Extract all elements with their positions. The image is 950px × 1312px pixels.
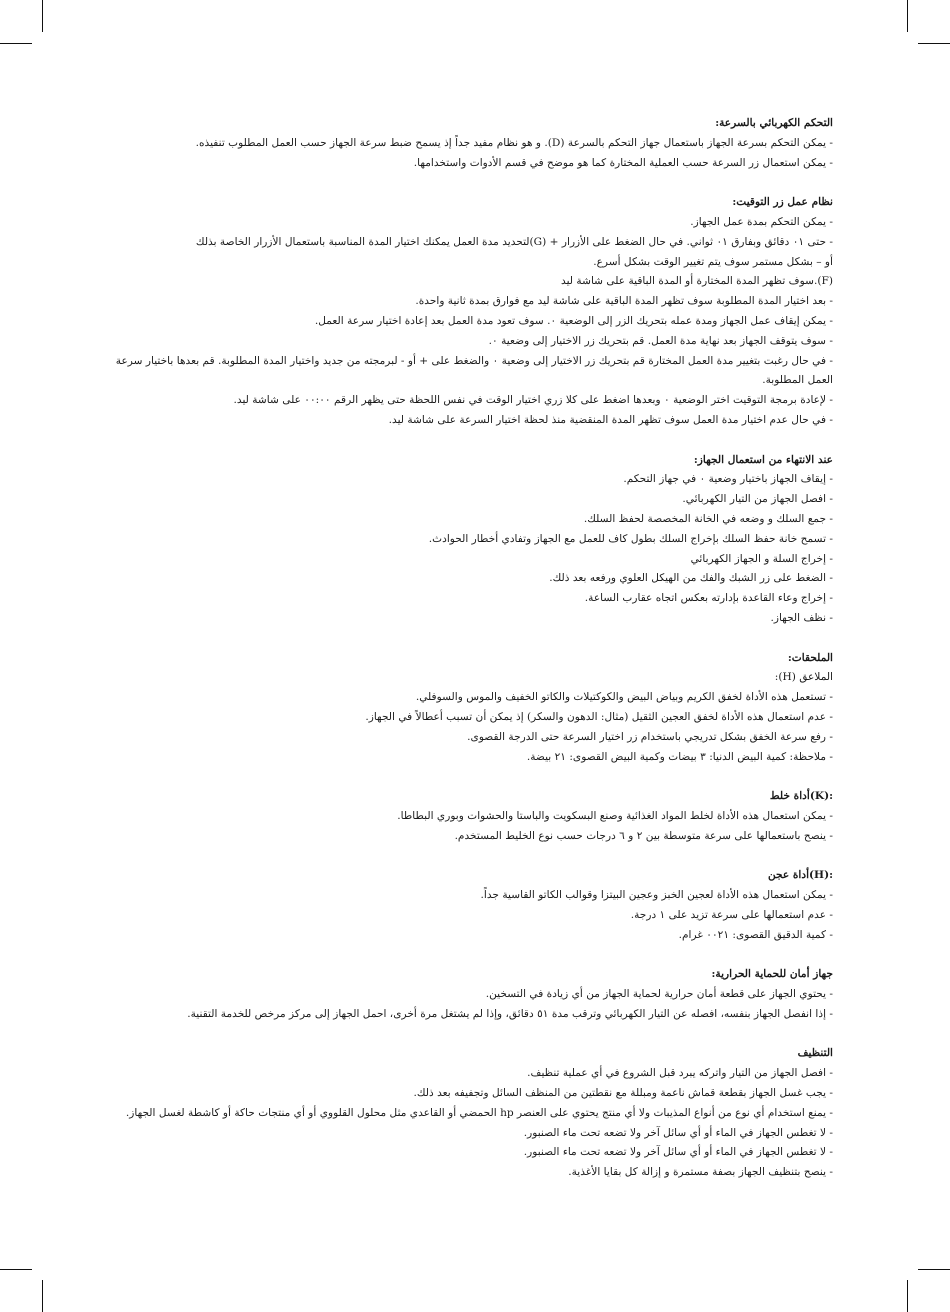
text-line: الملاعق (H): (774, 671, 833, 684)
text-line: - كمية الدقيق القصوى: ٠٠٢١ غرام. (678, 928, 833, 941)
text-line: - ينصح باستعمالها على سرعة متوسطة بين ٢ و ٦ درجات حسب نوع الخليط المستخدم. (454, 829, 833, 842)
text-line: - افصل الجهاز من التيار الكهربائي. (682, 493, 833, 506)
document-section (112, 787, 833, 846)
text-line: - تسمح خانة حفظ السلك بإخراج السلك بطول كاف للعمل مع الجهاز وتفادي أخطار الحوادث. (428, 532, 833, 545)
text-line: - الضغط على زر الشبك والفك من الهيكل العلوي ورفعه بعد ذلك. (549, 572, 833, 585)
document-section (112, 649, 833, 768)
section-heading: :(K)أداة خلط (769, 790, 833, 803)
document-section (112, 451, 833, 629)
text-line: - لا تغطس الجهاز في الماء أو أي سائل آخر ولا تضعه تحت ماء الصنبور. (523, 1126, 833, 1139)
text-line: - يمكن استعمال هذه الأداة لعجين الخبز وعجين البيتزا وقوالب الكاتو القاسية جداً. (480, 889, 833, 902)
crop-mark (907, 0, 908, 32)
section-heading: :(H)أداة عجن (767, 869, 833, 882)
text-line: - حتى ٠١ دقائق وبفارق ٠١ ثواني. في حال الضغط على الأزرار + (G)لتحديد مدة العمل يمكنك اختيار المدة المناسبة باستعمال الأزرار الخاصة بذلك (195, 235, 833, 248)
text-line: - ملاحظة: كمية البيض الدنيا: ٣ بيضات وكمية البيض القصوى: ٢١ بيضة. (526, 750, 833, 763)
text-line: - في حال عدم اختيار مدة العمل سوف تظهر المدة المنقضية منذ لحظة اختيار السرعة على شاشة ليد. (388, 413, 833, 426)
text-line: - جمع السلك و وضعه في الخانة المخصصة لحفظ السلك. (583, 512, 833, 525)
text-line: - يجب غسل الجهاز بقطعة قماش ناعمة ومبللة مع نقطتين من المنظف السائل وتجفيفه بعد ذلك. (413, 1087, 833, 1100)
text-line: - إخراج السلة و الجهاز الكهربائي (690, 552, 833, 565)
document-section (112, 114, 833, 173)
document-section (112, 1044, 833, 1183)
document-section (112, 193, 833, 431)
text-line: - يحتوي الجهاز على قطعة أمان حرارية لحماية الجهاز من أي زيادة في التسخين. (485, 988, 833, 1001)
text-line: (F).سوف تظهر المدة المختارة أو المدة الباقية على شاشة ليد (561, 275, 833, 288)
text-line: - نظف الجهاز. (770, 611, 833, 624)
crop-mark (907, 1280, 908, 1312)
document-body (112, 114, 833, 1203)
text-line: - لا تغطس الجهاز في الماء أو أي سائل آخر ولا تضعه تحت ماء الصنبور. (523, 1146, 833, 1159)
crop-mark (0, 1269, 32, 1270)
document-section (112, 866, 833, 945)
text-line: - يمكن التحكم بمدة عمل الجهاز. (690, 215, 833, 228)
text-line: - إيقاف الجهاز باختيار وضعية ٠ في جهاز التحكم. (623, 473, 833, 486)
text-line: - عدم استعمالها على سرعة تزيد على ١ درجة. (630, 908, 833, 921)
text-line: - في حال رغبت بتغيير مدة العمل المختارة قم بتحريك زر الاختيار إلى وضعية ٠ والضغط على + أو - لبرمجته من جديد واختيار المدة المطلوبة. قم بعدها باختيار سرعة العمل المطلوبة. (115, 354, 833, 387)
section-heading: الملحقات: (787, 651, 833, 664)
text-line: أو – بشكل مستمر سوف يتم تغيير الوقت بشكل أسرع. (593, 255, 833, 268)
section-heading: التنظيف (797, 1047, 833, 1060)
text-line: - إخراج وعاء القاعدة بإدارته بعكس اتجاه عقارب الساعة. (584, 592, 833, 605)
text-line: - سوف يتوقف الجهاز بعد نهاية مدة العمل. قم بتحريك زر الاختيار إلى وضعية ٠. (488, 334, 833, 347)
text-line: - ينصح بتنظيف الجهاز بصفة مستمرة و إزالة كل بقايا الأغذية. (568, 1166, 833, 1179)
text-line: - يمكن إيقاف عمل الجهاز ومدة عمله بتحريك الزر إلى الوضعية ٠. سوف تعود مدة العمل بعد إعادة اختيار سرعة العمل. (314, 314, 833, 327)
crop-mark (918, 1269, 950, 1270)
text-line: - افصل الجهاز من التيار واتركه يبرد قبل الشروع في أي عملية تنظيف. (527, 1067, 833, 1080)
section-heading: نظام عمل زر التوقيت: (732, 196, 833, 209)
text-line: - يمكن استعمال هذه الأداة لخلط المواد الغذائية وصنع البسكويت والباستا والحشوات وبوري البطاطا. (397, 809, 833, 822)
text-line: - يمكن استعمال زر السرعة حسب العملية المختارة كما هو موضح في قسم الأدوات واستخدامها. (413, 156, 833, 169)
crop-mark (42, 1280, 43, 1312)
text-line: - بعد اختيار المدة المطلوبة سوف تظهر المدة الباقية على شاشة ليد مع فوارق بمدة ثانية واحدة. (415, 295, 833, 308)
text-line: - تستعمل هذه الأداة لخفق الكريم وبياض البيض والكوكتيلات والكاتو الخفيف والموس والسوفلي. (415, 691, 833, 704)
text-line: - عدم استعمال هذه الأداة لخفق العجين الثقيل (مثال: الدهون والسكر) إذ يمكن أن تسبب أعطالاً في الجهاز. (365, 710, 833, 723)
section-heading: التحكم الكهربائي بالسرعة: (715, 117, 833, 129)
crop-mark (918, 43, 950, 44)
section-heading: عند الانتهاء من استعمال الجهاز: (693, 453, 833, 466)
text-line: - يمنع استخدام أي نوع من أنواع المذيبات ولا أي منتج يحتوي على العنصر hp الحمضي أو القاعدي مثل محلول القلووي أو أي منتجات حاكة أو كاشطة لغسل الجهاز. (125, 1106, 833, 1119)
section-heading: جهاز أمان للحماية الحرارية: (711, 968, 833, 981)
text-line: - يمكن التحكم بسرعة الجهاز باستعمال جهاز التحكم بالسرعة (D). و هو نظام مفيد جداً إذ يسمح ضبط سرعة الجهاز حسب العمل المطلوب تنفيذه. (195, 136, 833, 149)
crop-mark (0, 43, 32, 44)
crop-mark (42, 0, 43, 32)
document-section (112, 965, 833, 1024)
text-line: - لإعادة برمجة التوقيت اختر الوضعية ٠ وبعدها اضغط على كلا زري اختيار الوقت في نفس اللحظة حتى يظهر الرقم ٠٠:٠٠ على شاشة ليد. (233, 394, 833, 407)
text-line: - رفع سرعة الخفق بشكل تدريجي باستخدام زر اختيار السرعة حتى الدرجة القصوى. (467, 730, 833, 743)
text-line: - إذا انفصل الجهاز بنفسه، افصله عن التيار الكهربائي وترقب مدة ٥١ دقائق، وإذا لم يشتغل مرة أخرى، احمل الجهاز إلى مركز مرخص للخدمة التقنية. (187, 1007, 833, 1020)
